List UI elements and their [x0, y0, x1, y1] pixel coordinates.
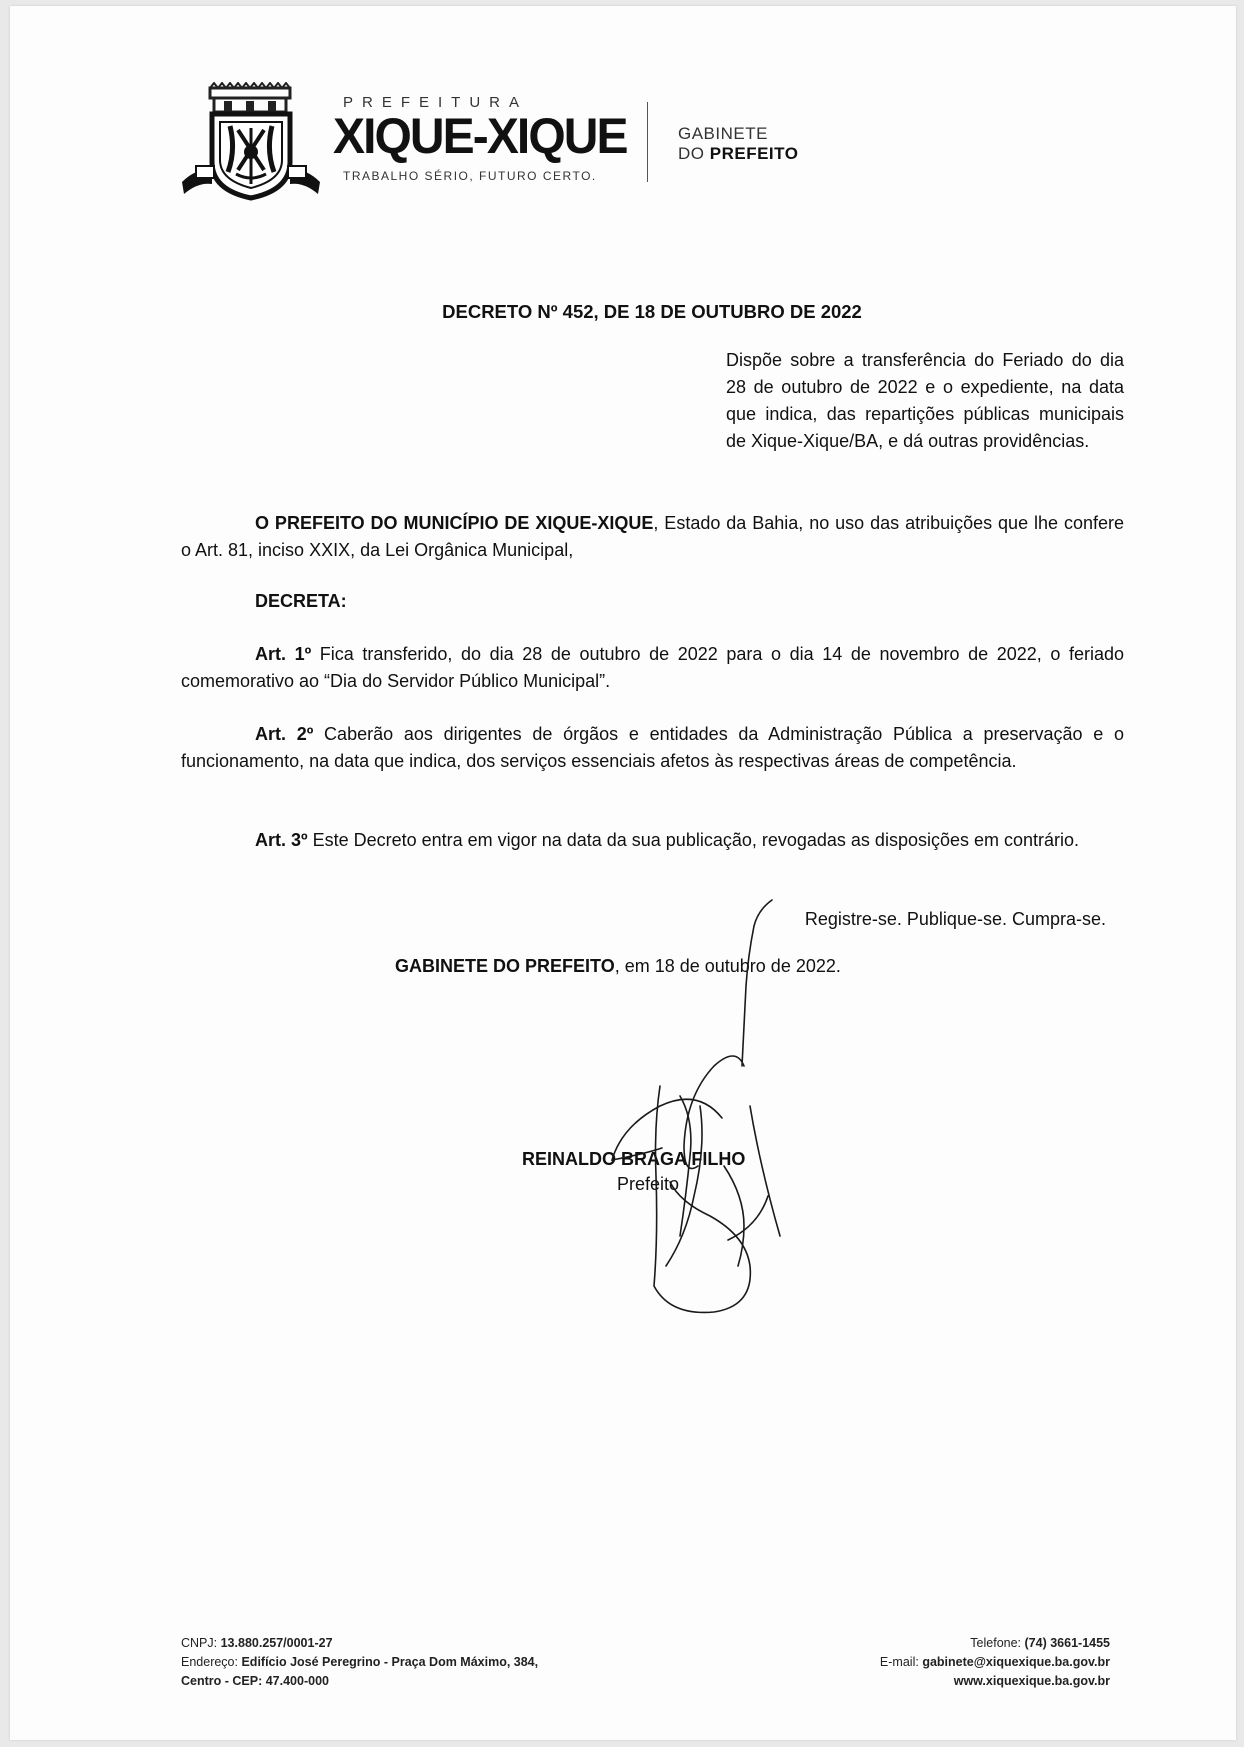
brand-city-name: XIQUE-XIQUE — [333, 108, 627, 164]
article-label: Art. 2º — [255, 724, 314, 744]
footer-left — [181, 1634, 538, 1691]
closing-formula: Registre-se. Publique-se. Cumpra-se. — [804, 909, 1106, 929]
brand-slogan: TRABALHO SÉRIO, FUTURO CERTO. — [343, 169, 597, 183]
signatory-role: Prefeito — [617, 1174, 680, 1194]
article-3 — [181, 827, 1124, 854]
footer-cnpj: CNPJ: 13.880.257/0001-27 — [181, 1636, 333, 1650]
article-text: Fica transferido, do dia 28 de outubro de 2022 para o dia 14 de novembro de 2022, o feriado comemorativo ao “Dia do Servidor Público Municipal”. — [181, 644, 1124, 691]
footer-address-line2: Centro - CEP: 47.400-000 — [181, 1674, 329, 1688]
footer-website[interactable]: www.xiquexique.ba.gov.br — [953, 1674, 1110, 1688]
footer-right — [880, 1634, 1110, 1691]
decree-title: DECRETO Nº 452, DE 18 DE OUTUBRO DE 2022 — [442, 301, 862, 322]
decreta-heading: DECRETA: — [255, 591, 347, 611]
municipal-coat-of-arms-icon — [180, 82, 322, 206]
office-label-line1: GABINETE — [678, 124, 768, 143]
article-text: Este Decreto entra em vigor na data da sua publicação, revogadas as disposições em contrário. — [307, 830, 1080, 850]
article-1 — [181, 641, 1124, 695]
decree-summary: Dispõe sobre a transferência do Feriado do dia 28 de outubro de 2022 e o expediente, na data que indica, das repartições públicas municipais de Xique-Xique/BA, e dá outras providências. — [726, 350, 1124, 451]
decree-preamble — [181, 510, 1124, 564]
office-label-line2 — [678, 144, 798, 164]
preamble-authority: O PREFEITO DO MUNICÍPIO DE XIQUE-XIQUE — [255, 513, 654, 533]
footer-address: Endereço: Edifício José Peregrino - Praça Dom Máximo, 384, — [181, 1655, 539, 1669]
document-page — [10, 6, 1236, 1740]
dateline — [395, 956, 841, 977]
footer-email[interactable]: E-mail: gabinete@xiquexique.ba.gov.br — [879, 1655, 1110, 1669]
article-label: Art. 3º — [255, 830, 308, 850]
signatory-name: REINALDO BRAGA FILHO — [522, 1149, 746, 1169]
preamble-text: , Estado da Bahia, no uso das atribuições que lhe confere o Art. 81, inciso XXIX, da Lei Orgânica Municipal, — [181, 513, 1124, 560]
footer-phone: Telefone: (74) 3661-1455 — [970, 1636, 1110, 1650]
article-2 — [181, 721, 1124, 775]
article-label: Art. 1º — [255, 644, 312, 664]
dateline-office: GABINETE DO PREFEITO — [395, 956, 615, 976]
office-label-bold: PREFEITO — [709, 144, 799, 163]
header-divider — [647, 102, 648, 182]
office-label-prefix: DO — [678, 144, 705, 163]
article-text: Caberão aos dirigentes de órgãos e entidades da Administração Pública a preservação e o funcionamento, na data que indica, dos serviços essenciais afetos às respectivas áreas de competência. — [181, 724, 1124, 771]
brand-prefeitura-label: PREFEITURA — [343, 94, 529, 111]
dateline-date: , em 18 de outubro de 2022. — [614, 956, 841, 976]
